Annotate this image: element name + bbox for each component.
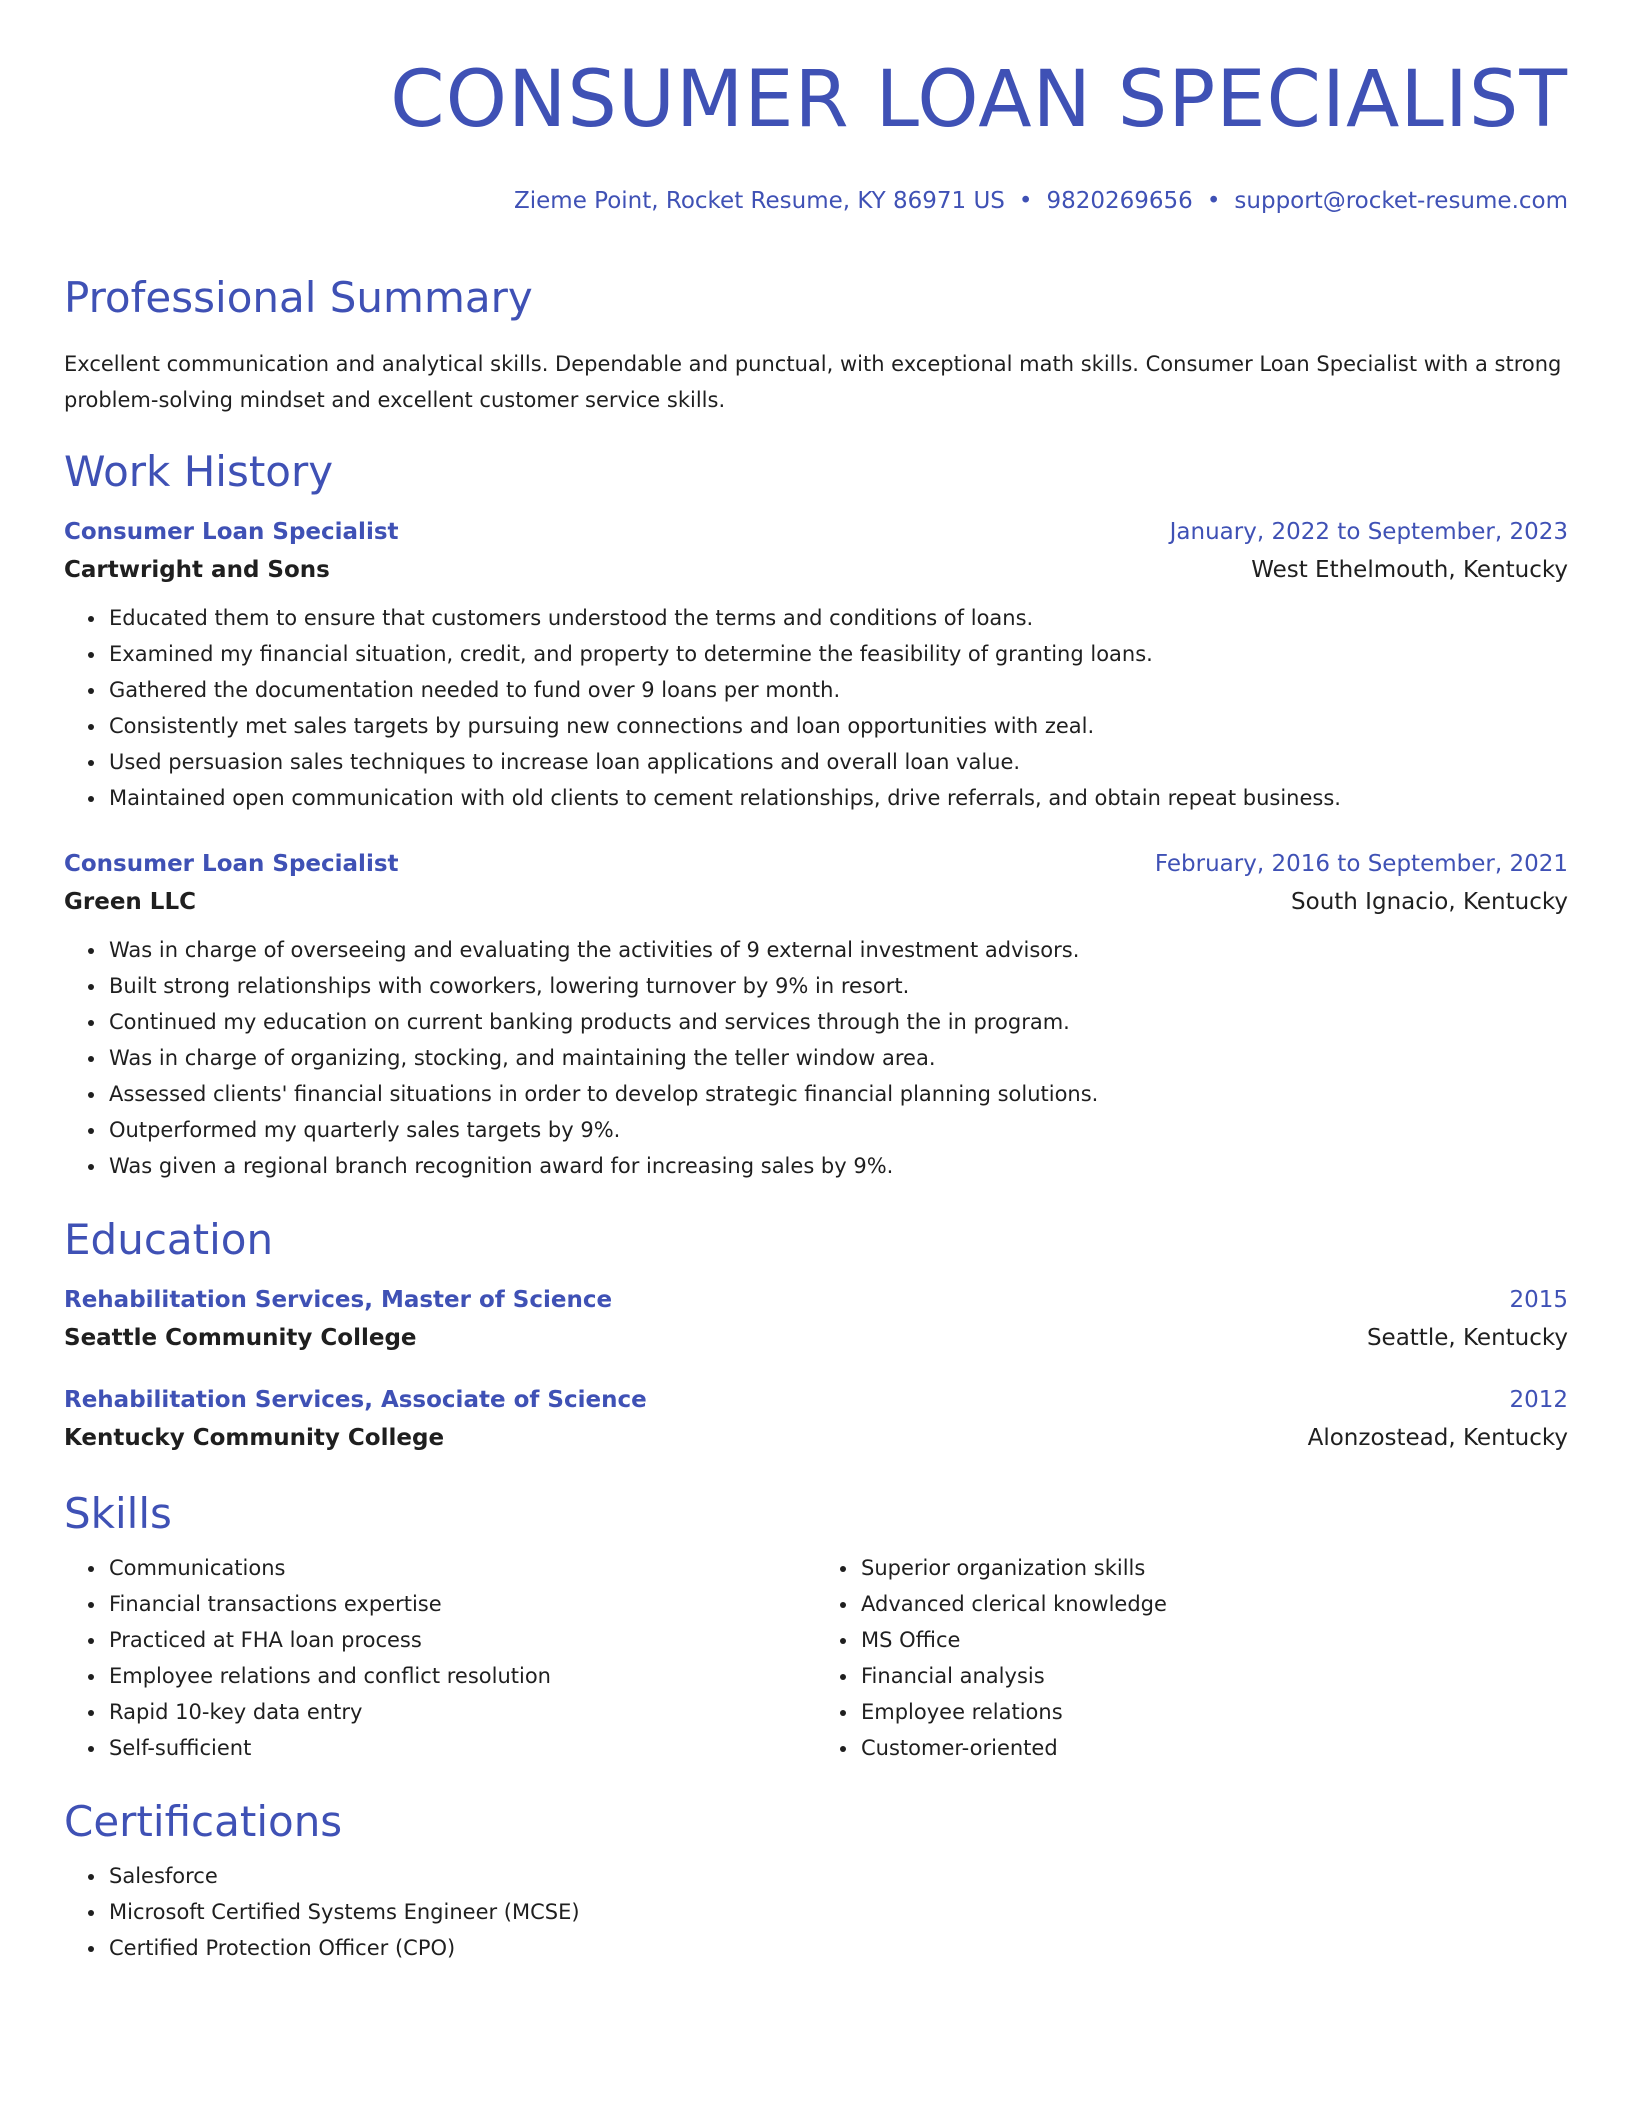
certification-item: • Certified Protection Officer (CPO) (107, 1930, 1568, 1966)
school-name: Kentucky Community College (64, 1425, 445, 1451)
skill-item: • Superior organization skills (859, 1550, 1568, 1586)
section-heading-work: Work History (64, 447, 334, 496)
skill-item: • Practiced at FHA loan process (107, 1622, 816, 1658)
skills-list-right (816, 1550, 1568, 1766)
education-entry (64, 1382, 1568, 1458)
certification-item: • Microsoft Certified Systems Engineer (MCSE) (107, 1894, 1568, 1930)
certifications-list (64, 1858, 1568, 1966)
email-link[interactable]: support@rocket-resume.com (1234, 188, 1568, 214)
education-entry (64, 1282, 1568, 1358)
skills-columns (64, 1540, 1568, 1766)
list-item: • Maintained open communication with old clients to cement relationships, drive referrals, and obtain repeat business. (107, 780, 1568, 816)
list-item: • Used persuasion sales techniques to increase loan applications and overall loan value. (107, 744, 1568, 780)
list-item: • Built strong relationships with coworkers, lowering turnover by 9% in resort. (107, 968, 1568, 1004)
skill-item: • MS Office (859, 1622, 1568, 1658)
section-heading-skills: Skills (64, 1489, 172, 1538)
skill-item: • Customer-oriented (859, 1730, 1568, 1766)
section-heading-summary: Professional Summary (64, 273, 533, 322)
skills-section (64, 1488, 1568, 1766)
certifications-section (64, 1796, 1568, 1966)
phone: 9820269656 (1046, 188, 1193, 214)
list-item: • Continued my education on current banking products and services through the in program. (107, 1004, 1568, 1040)
list-item: • Outperformed my quarterly sales targets by 9%. (107, 1112, 1568, 1148)
graduation-year: 2012 (1509, 1387, 1568, 1413)
list-item: • Educated them to ensure that customers understood the terms and conditions of loans. (107, 600, 1568, 636)
work-history-section (64, 446, 1568, 1184)
job-entry (64, 514, 1568, 816)
list-item: • Was in charge of organizing, stocking, and maintaining the teller window area. (107, 1040, 1568, 1076)
job-location: South Ignacio, Kentucky (1291, 889, 1568, 915)
job-role: Consumer Loan Specialist (64, 851, 399, 877)
contact-line (64, 186, 1568, 216)
school-name: Seattle Community College (64, 1325, 417, 1351)
list-item: • Gathered the documentation needed to fund over 9 loans per month. (107, 672, 1568, 708)
graduation-year: 2015 (1509, 1287, 1568, 1313)
section-heading-certifications: Certifications (64, 1797, 343, 1846)
skill-item: • Employee relations (859, 1694, 1568, 1730)
job-dates: February, 2016 to September, 2021 (1154, 851, 1568, 877)
skill-item: • Rapid 10-key data entry (107, 1694, 816, 1730)
job-dates: January, 2022 to September, 2023 (1169, 519, 1568, 545)
list-item: • Was in charge of overseeing and evaluating the activities of 9 external investment advisors. (107, 932, 1568, 968)
summary-section (64, 272, 1568, 418)
degree: Rehabilitation Services, Master of Science (64, 1287, 613, 1313)
address: Zieme Point, Rocket Resume, KY 86971 US (514, 188, 1005, 214)
school-location: Alonzostead, Kentucky (1307, 1425, 1568, 1451)
page-title: CONSUMER LOAN SPECIALIST (390, 55, 1568, 145)
certification-item: • Salesforce (107, 1858, 1568, 1894)
skill-item: • Employee relations and conflict resolution (107, 1658, 816, 1694)
job-bullets (64, 932, 1568, 1184)
education-section (64, 1214, 1568, 1458)
skill-item: • Financial transactions expertise (107, 1586, 816, 1622)
separator-dot: • (1206, 188, 1221, 214)
skills-list-left (64, 1550, 816, 1766)
job-company: Cartwright and Sons (64, 557, 330, 583)
job-company: Green LLC (64, 889, 196, 915)
summary-text: Excellent communication and analytical skills. Dependable and punctual, with exceptional math skills. Consumer Loan Specialist with a strong problem-solving mindset and excellent customer service skills. (64, 352, 1562, 412)
skill-item: • Financial analysis (859, 1658, 1568, 1694)
skill-item: • Communications (107, 1550, 816, 1586)
list-item: • Consistently met sales targets by pursuing new connections and loan opportunities with zeal. (107, 708, 1568, 744)
list-item: • Was given a regional branch recognition award for increasing sales by 9%. (107, 1148, 1568, 1184)
school-location: Seattle, Kentucky (1366, 1325, 1568, 1351)
list-item: • Assessed clients' financial situations in order to develop strategic financial planning solutions. (107, 1076, 1568, 1112)
section-heading-education: Education (64, 1215, 274, 1264)
separator-dot: • (1018, 188, 1033, 214)
job-entry (64, 846, 1568, 1184)
resume-header (64, 0, 1568, 216)
degree: Rehabilitation Services, Associate of Science (64, 1387, 647, 1413)
skill-item: • Self-sufficient (107, 1730, 816, 1766)
job-bullets (64, 600, 1568, 816)
job-role: Consumer Loan Specialist (64, 519, 399, 545)
job-location: West Ethelmouth, Kentucky (1251, 557, 1568, 583)
list-item: • Examined my financial situation, credit, and property to determine the feasibility of granting loans. (107, 636, 1568, 672)
skill-item: • Advanced clerical knowledge (859, 1586, 1568, 1622)
